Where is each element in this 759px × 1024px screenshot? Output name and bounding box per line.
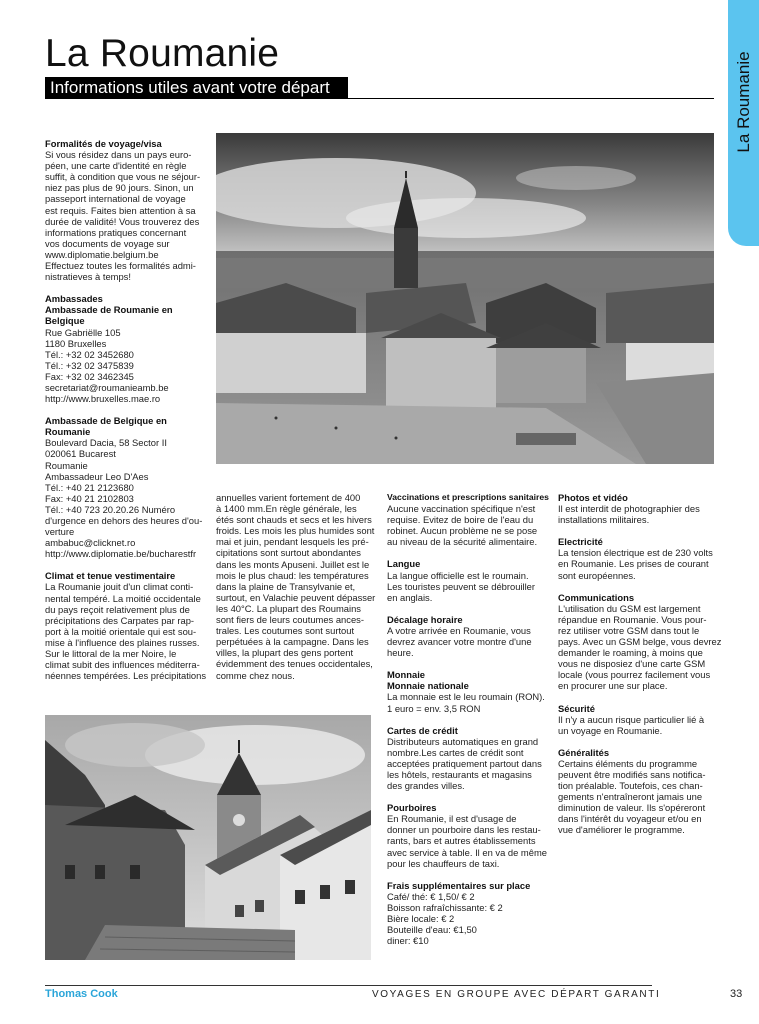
- text-line: Les touristes peuvent se débrouiller: [387, 580, 536, 592]
- text-line: 1 euro = env. 3,5 RON: [387, 702, 481, 714]
- column-1: [45, 138, 210, 692]
- embassy-romania-heading-2: Belgique: [45, 315, 85, 327]
- general-text: [558, 758, 723, 836]
- text-line: comme chez nous.: [216, 669, 295, 681]
- tips-text: [387, 813, 552, 868]
- time-difference-section: [387, 614, 552, 658]
- text-line: Tél.: +32 02 3475839: [45, 359, 134, 371]
- text-line: est requis. Faites bien attention à sa: [45, 204, 196, 216]
- text-line: annuelles varient fortement de 400: [216, 492, 361, 503]
- column-3: [387, 492, 552, 957]
- footer-rule: [45, 985, 652, 986]
- footer-tagline: VOYAGES EN GROUPE AVEC DÉPART GARANTI: [372, 989, 661, 1000]
- general-heading: Généralités: [558, 746, 610, 758]
- embassy-romania-address: [45, 327, 210, 405]
- tips-heading: Pourboires: [387, 802, 437, 814]
- vaccination-text: [387, 503, 552, 547]
- tips-section: [387, 802, 552, 869]
- language-section: [387, 558, 552, 602]
- text-line: les 40°C. La plupart des Roumains: [216, 602, 361, 614]
- side-tab: [728, 0, 759, 246]
- text-line: Bière locale: € 2: [387, 913, 455, 924]
- text-line: Café/ thé: € 1,50/ € 2: [387, 890, 475, 902]
- text-line: A votre arrivée en Roumanie, vous: [387, 624, 531, 636]
- text-line: Effectuez toutes les formalités admi-: [45, 260, 196, 272]
- text-line: nental tempéré. La moitié occidentale: [45, 592, 201, 604]
- text-line: Il n'y a aucun risque particulier lié à: [558, 713, 705, 725]
- text-line: La tension électrique est de 230 volts: [558, 547, 713, 559]
- embassy-belgium-heading-2: Roumanie: [45, 426, 91, 438]
- communications-heading: Communications: [558, 591, 635, 603]
- text-line: climat subit des influences méditerra-: [45, 659, 200, 671]
- text-line: d'urgence en dehors des heures d'ou-: [45, 515, 203, 526]
- city-panorama-photo: [216, 133, 714, 464]
- text-line: dans la plaine de Transylvanie et,: [216, 580, 356, 592]
- text-line: nombre.Les cartes de crédit sont: [387, 746, 524, 758]
- text-line: du pays reçoit relativement plus de: [45, 603, 190, 615]
- subtitle-text: Informations utiles avant votre départ: [50, 78, 330, 97]
- text-line: Aucune vaccination spécifique n'est: [387, 503, 536, 515]
- photo-video-text: [558, 503, 723, 525]
- text-line: La langue officielle est le roumain.: [387, 569, 529, 581]
- text-line: Boulevard Dacia, 58 Sector II: [45, 437, 167, 449]
- text-line: péen, une carte d'identité en règle: [45, 160, 187, 172]
- text-line: locale (vous pourrez facilement vous: [558, 669, 711, 681]
- text-line: les hôtels, restaurants et magasins: [387, 768, 532, 780]
- text-line: ambabuc@clicknet.ro: [45, 537, 136, 549]
- text-line: trales. Les coutumes sont surtout: [216, 625, 355, 637]
- text-line: vos documents de voyage sur: [45, 237, 170, 249]
- currency-text: [387, 691, 552, 713]
- text-line: dans l'intérêt du voyageur et/ou en: [558, 813, 702, 825]
- text-line: Boisson rafraîchissante: € 2: [387, 901, 503, 913]
- time-difference-heading: Décalage horaire: [387, 613, 463, 625]
- text-line: http://www.diplomatie.be/bucharestfr: [45, 548, 197, 560]
- text-line: des grandes villes.: [387, 780, 465, 792]
- security-heading: Sécurité: [558, 702, 595, 714]
- text-line: pour les chauffeurs de taxi.: [387, 857, 500, 869]
- text-line: Tél.: +40 21 2123680: [45, 481, 134, 493]
- text-line: demander le roaming, à moins que: [558, 647, 703, 659]
- text-line: Si vous résidez dans un pays euro-: [45, 149, 192, 161]
- electricity-text: [558, 547, 723, 580]
- text-line: 1180 Bruxelles: [45, 337, 107, 349]
- embassies-heading: Ambassades: [45, 293, 103, 305]
- text-line: dans les monts Apuseni. Juillet est le: [216, 558, 370, 570]
- text-line: Tél.: +40 723 20.20.26 Numéro: [45, 503, 176, 515]
- text-line: Rue Gabriëlle 105: [45, 326, 121, 338]
- text-line: Ambassadeur Leo D'Aes: [45, 470, 149, 482]
- electricity-heading: Electricité: [558, 536, 603, 548]
- text-line: tion préalable. Toutefois, ces chan-: [558, 780, 703, 792]
- communications-text: [558, 603, 723, 692]
- text-line: informations pratiques concernant: [45, 226, 187, 238]
- page-title: La Roumanie: [45, 32, 280, 75]
- communications-section: [558, 592, 723, 692]
- text-line: Il est interdit de photographier des: [558, 503, 700, 515]
- text-line: suffit, à condition que vous ne séjour-: [45, 171, 201, 183]
- language-text: [387, 570, 552, 603]
- text-line: néennes tempérées. Les précipitations: [45, 670, 207, 682]
- text-line: précipitations des Carpates par rap-: [45, 614, 195, 626]
- embassy-belgium-address: [45, 437, 210, 559]
- text-line: sont européennes.: [558, 569, 636, 581]
- text-line: robinet. Aucun problème ne se pose: [387, 525, 538, 537]
- security-text: [558, 714, 723, 736]
- text-line: perpétuées à la campagne. Dans les: [216, 636, 369, 648]
- climate-text: [45, 581, 210, 681]
- text-line: Distributeurs automatiques en grand: [387, 735, 539, 747]
- column-4: [558, 492, 723, 847]
- text-line: pays. Avec un GSM belge, vous devrez: [558, 636, 722, 648]
- text-line: acceptées pratiquement partout dans: [387, 757, 542, 769]
- text-line: gements n'entraîneront jamais une: [558, 791, 703, 803]
- text-line: Fax: +40 21 2102803: [45, 492, 134, 504]
- electricity-section: [558, 536, 723, 580]
- text-line: diminution de valeur. Ils s'opéreront: [558, 802, 706, 814]
- text-line: 020061 Bucarest: [45, 448, 116, 460]
- text-line: heure.: [387, 647, 414, 659]
- text-line: Sur le littoral de la mer Noire, le: [45, 648, 177, 660]
- text-line: En Roumanie, il est d'usage de: [387, 813, 517, 825]
- text-line: en procurer une sur place.: [558, 680, 668, 692]
- text-line: durée de validité! Vous trouverez des: [45, 215, 200, 227]
- text-line: devrez avancer votre montre d'une: [387, 636, 532, 648]
- extra-costs-section: [387, 880, 552, 947]
- embassy-belgium-heading-1: Ambassade de Belgique en: [45, 415, 167, 427]
- climate-section: [45, 570, 210, 681]
- vaccination-section: [387, 492, 552, 547]
- text-line: verture: [45, 526, 75, 538]
- photo-video-heading: Photos et vidéo: [558, 492, 628, 503]
- side-tab-label: La Roumanie: [734, 51, 753, 153]
- text-line: Bouteille d'eau: €1,50: [387, 924, 477, 936]
- text-line: avec service à table. Il en va de même: [387, 846, 547, 858]
- time-difference-text: [387, 625, 552, 658]
- text-line: surtout, en Valachie peuvent dépasser: [216, 591, 376, 603]
- text-line: donner un pourboire dans les restau-: [387, 824, 541, 836]
- climate-heading: Climat et tenue vestimentaire: [45, 570, 176, 582]
- currency-subheading: Monnaie nationale: [387, 680, 469, 692]
- text-line: mois le plus chaud: les températures: [216, 569, 369, 581]
- page-number: 33: [730, 988, 743, 1000]
- climate-text-continued: [216, 492, 381, 681]
- subtitle-rule: [348, 98, 714, 99]
- text-line: mai et juin, pendant lesquels les pré-: [216, 536, 369, 548]
- vaccination-heading: Vaccinations et prescriptions sanitaires: [387, 492, 549, 502]
- text-line: Fax: +32 02 3462345: [45, 370, 134, 382]
- text-line: L'utilisation du GSM est largement: [558, 602, 701, 614]
- text-line: froids. Les mois les plus humides sont: [216, 525, 375, 537]
- embassy-romania-heading-1: Ambassade de Roumanie en: [45, 304, 173, 316]
- text-line: évidemment des tenues occidentales,: [216, 658, 373, 670]
- text-line: Roumanie: [45, 459, 88, 471]
- extra-costs-text: [387, 891, 552, 946]
- subtitle-bar: [45, 77, 348, 99]
- text-line: vue d'améliorer le programme.: [558, 824, 685, 836]
- language-heading: Langue: [387, 558, 421, 570]
- text-line: niez pas plus de 90 jours. Sinon, un: [45, 182, 194, 194]
- security-section: [558, 703, 723, 736]
- embassy-romania-section: [45, 293, 210, 404]
- text-line: http://www.bruxelles.mae.ro: [45, 393, 161, 405]
- text-line: rants, bars et autres établissements: [387, 835, 536, 847]
- text-line: en anglais.: [387, 591, 433, 603]
- brand-logo: Thomas Cook: [45, 988, 118, 1000]
- visa-section: [45, 138, 210, 282]
- text-line: au niveau de la sécurité alimentaire.: [387, 536, 538, 548]
- text-line: peuvent être modifiés sans notifica-: [558, 768, 706, 780]
- text-line: vous ne disposiez d'une carte GSM: [558, 658, 706, 670]
- general-section: [558, 747, 723, 836]
- currency-section: [387, 669, 552, 713]
- text-line: cipitations sont surtout abondantes: [216, 547, 361, 559]
- text-line: villes, la plupart des gens portent: [216, 647, 354, 659]
- text-line: en Roumanie. Les prises de courant: [558, 558, 709, 570]
- text-line: rez utiliser votre GSM dans tout le: [558, 624, 700, 636]
- text-line: requise. Evitez de boire de l'eau du: [387, 514, 534, 526]
- visa-heading: Formalités de voyage/visa: [45, 138, 162, 149]
- photo-video-section: [558, 492, 723, 525]
- credit-card-heading: Cartes de crédit: [387, 724, 458, 736]
- extra-costs-heading: Frais supplémentaires sur place: [387, 879, 531, 891]
- text-line: www.diplomatie.belgium.be: [45, 248, 159, 260]
- text-line: nistratieves à temps!: [45, 271, 131, 283]
- credit-card-section: [387, 725, 552, 792]
- column-2: [216, 492, 381, 681]
- text-line: répandue en Roumanie. Vous pour-: [558, 613, 707, 625]
- text-line: La Roumanie jouit d'un climat conti-: [45, 581, 194, 593]
- text-line: sont fiers de leurs coutumes ances-: [216, 614, 364, 626]
- embassy-belgium-section: [45, 415, 210, 559]
- old-town-clocktower-photo: [45, 715, 371, 960]
- credit-card-text: [387, 736, 552, 791]
- text-line: un voyage en Roumanie.: [558, 724, 663, 736]
- text-line: Tél.: +32 02 3452680: [45, 348, 134, 360]
- text-line: diner: €10: [387, 935, 429, 947]
- text-line: mise à l'influence des plaines russes.: [45, 636, 200, 648]
- text-line: à 1400 mm.En règle générale, les: [216, 503, 357, 515]
- text-line: passeport international de voyage: [45, 193, 186, 205]
- currency-heading: Monnaie: [387, 669, 426, 681]
- text-line: installations militaires.: [558, 514, 650, 526]
- text-line: secretariat@roumanieamb.be: [45, 381, 169, 393]
- text-line: étés sont chauds et secs et les hivers: [216, 514, 372, 526]
- text-line: port à la moitié orientale qui est sou-: [45, 625, 197, 637]
- text-line: Certains éléments du programme: [558, 757, 698, 769]
- visa-text: [45, 149, 210, 282]
- text-line: La monnaie est le leu roumain (RON).: [387, 691, 545, 703]
